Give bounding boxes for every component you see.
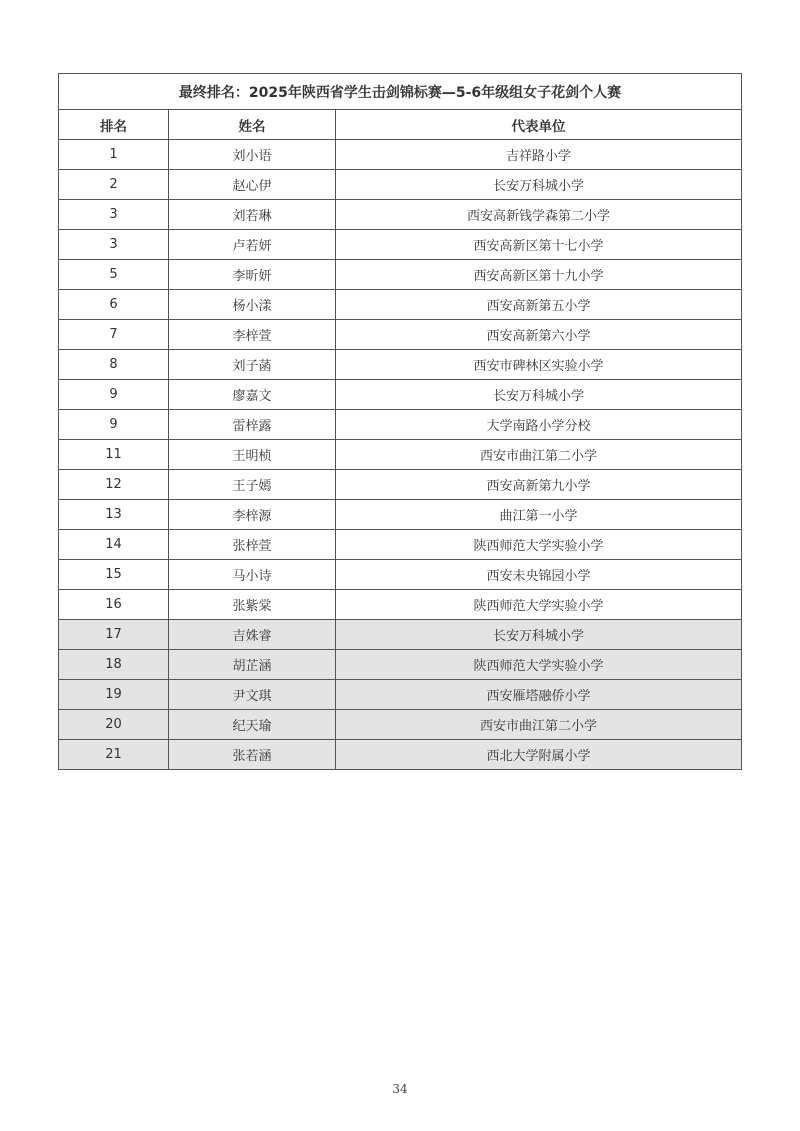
table-row [59, 500, 742, 530]
rank-cell: 21 [59, 740, 169, 770]
unit-cell: 长安万科城小学 [336, 170, 742, 200]
name-cell: 刘小语 [169, 140, 336, 170]
unit-cell: 吉祥路小学 [336, 140, 742, 170]
rank-cell: 8 [59, 350, 169, 380]
unit-cell: 长安万科城小学 [336, 380, 742, 410]
name-cell: 王子嫣 [169, 470, 336, 500]
rank-cell: 12 [59, 470, 169, 500]
rank-cell: 1 [59, 140, 169, 170]
table-row [59, 440, 742, 470]
table-row [59, 350, 742, 380]
name-cell: 吉姝睿 [169, 620, 336, 650]
rank-cell: 5 [59, 260, 169, 290]
name-cell: 张若涵 [169, 740, 336, 770]
rank-cell: 16 [59, 590, 169, 620]
table-row [59, 530, 742, 560]
table-row [59, 560, 742, 590]
name-cell: 廖嘉文 [169, 380, 336, 410]
name-cell: 马小诗 [169, 560, 336, 590]
table-row [59, 650, 742, 680]
table-row [59, 740, 742, 770]
unit-cell: 西北大学附属小学 [336, 740, 742, 770]
name-cell: 赵心伊 [169, 170, 336, 200]
name-cell: 刘若琳 [169, 200, 336, 230]
name-cell: 尹文琪 [169, 680, 336, 710]
unit-cell: 西安高新区第十九小学 [336, 260, 742, 290]
rank-cell: 20 [59, 710, 169, 740]
name-column-header: 姓名 [169, 110, 336, 140]
table-row [59, 470, 742, 500]
table-header-row [59, 110, 742, 140]
name-cell: 纪天瑜 [169, 710, 336, 740]
table-title: 最终排名：2025年陕西省学生击剑锦标赛—5-6年级组女子花剑个人赛 [59, 74, 742, 110]
name-cell: 卢若妍 [169, 230, 336, 260]
name-cell: 杨小漾 [169, 290, 336, 320]
name-cell: 王明桢 [169, 440, 336, 470]
table-body [59, 140, 742, 770]
rank-cell: 13 [59, 500, 169, 530]
unit-cell: 西安高新第五小学 [336, 290, 742, 320]
unit-cell: 西安市曲江第二小学 [336, 710, 742, 740]
unit-cell: 大学南路小学分校 [336, 410, 742, 440]
table-row [59, 380, 742, 410]
table-row [59, 710, 742, 740]
name-cell: 李梓萱 [169, 320, 336, 350]
page-number: 34 [392, 1082, 408, 1096]
rank-cell: 11 [59, 440, 169, 470]
name-cell: 张梓萱 [169, 530, 336, 560]
rank-cell: 9 [59, 410, 169, 440]
name-cell: 雷梓露 [169, 410, 336, 440]
rank-cell: 14 [59, 530, 169, 560]
unit-cell: 曲江第一小学 [336, 500, 742, 530]
unit-cell: 长安万科城小学 [336, 620, 742, 650]
rank-cell: 2 [59, 170, 169, 200]
table-row [59, 200, 742, 230]
table-row [59, 260, 742, 290]
table-row [59, 590, 742, 620]
unit-cell: 西安高新区第十七小学 [336, 230, 742, 260]
unit-cell: 西安高新第九小学 [336, 470, 742, 500]
unit-cell: 西安高新钱学森第二小学 [336, 200, 742, 230]
table-row [59, 620, 742, 650]
rank-cell: 15 [59, 560, 169, 590]
name-cell: 李梓源 [169, 500, 336, 530]
name-cell: 胡芷涵 [169, 650, 336, 680]
name-cell: 李昕妍 [169, 260, 336, 290]
unit-cell: 陕西师范大学实验小学 [336, 530, 742, 560]
rank-cell: 3 [59, 200, 169, 230]
name-cell: 刘子菡 [169, 350, 336, 380]
results-table [58, 73, 742, 770]
unit-cell: 西安雁塔融侨小学 [336, 680, 742, 710]
unit-cell: 陕西师范大学实验小学 [336, 590, 742, 620]
rank-cell: 18 [59, 650, 169, 680]
unit-cell: 西安高新第六小学 [336, 320, 742, 350]
rank-cell: 3 [59, 230, 169, 260]
rank-cell: 6 [59, 290, 169, 320]
table-row [59, 680, 742, 710]
table-row [59, 140, 742, 170]
table-row [59, 290, 742, 320]
table-row [59, 230, 742, 260]
rank-column-header: 排名 [59, 110, 169, 140]
rank-cell: 9 [59, 380, 169, 410]
table-title-row [59, 74, 742, 110]
unit-cell: 西安未央锦园小学 [336, 560, 742, 590]
rank-cell: 17 [59, 620, 169, 650]
table-row [59, 170, 742, 200]
unit-cell: 陕西师范大学实验小学 [336, 650, 742, 680]
rank-cell: 19 [59, 680, 169, 710]
table-row [59, 320, 742, 350]
name-cell: 张紫棠 [169, 590, 336, 620]
rank-cell: 7 [59, 320, 169, 350]
unit-cell: 西安市曲江第二小学 [336, 440, 742, 470]
unit-column-header: 代表单位 [336, 110, 742, 140]
unit-cell: 西安市碑林区实验小学 [336, 350, 742, 380]
table-row [59, 410, 742, 440]
